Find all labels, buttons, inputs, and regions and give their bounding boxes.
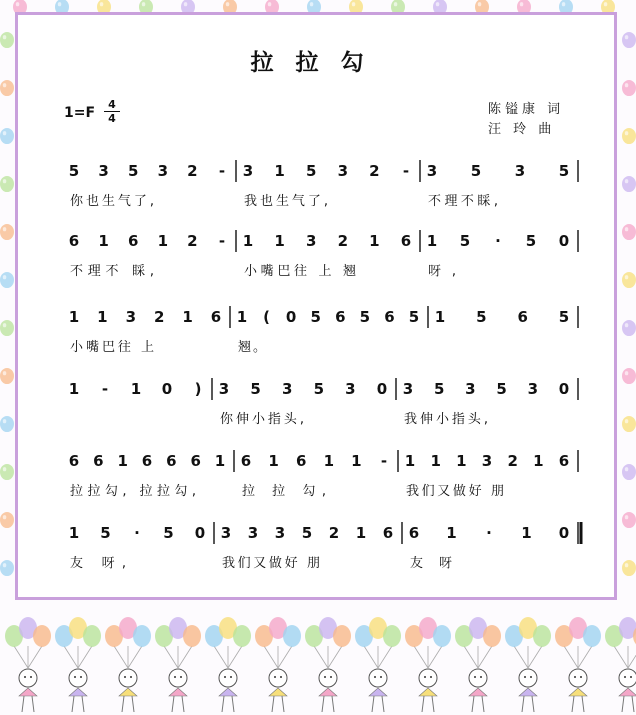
note-2-1-2: 1 bbox=[98, 232, 109, 250]
note-1-2-3: 5 bbox=[305, 162, 317, 180]
note-3-3-4: 5 bbox=[558, 308, 570, 326]
note-3-2-7: 6 bbox=[384, 308, 395, 326]
note-5-2-6: - bbox=[380, 452, 388, 470]
note-3-2-4: 5 bbox=[310, 308, 321, 326]
note-4-3-5: 3 bbox=[527, 380, 539, 398]
note-4-2-5: 3 bbox=[345, 380, 356, 398]
note-4-2-2: 5 bbox=[250, 380, 261, 398]
note-4-1-3: 1 bbox=[130, 380, 142, 398]
note-6-2-4: 5 bbox=[301, 524, 313, 542]
note-5-1-3: 1 bbox=[117, 452, 128, 470]
time-signature-bottom: 4 bbox=[108, 112, 116, 125]
note-2-2-6: 6 bbox=[400, 232, 412, 250]
note-5-2-2: 1 bbox=[268, 452, 279, 470]
lyric-5-1: 拉拉勾, 拉拉勾, bbox=[70, 484, 196, 499]
note-6-2-2: 3 bbox=[247, 524, 259, 542]
note-5-3-2: 1 bbox=[430, 452, 441, 470]
lyric-1-3: 不理不睬, bbox=[428, 194, 498, 209]
note-4-3-2: 5 bbox=[433, 380, 445, 398]
note-6-1-2: 5 bbox=[100, 524, 111, 542]
note-4-1-4: 0 bbox=[161, 380, 173, 398]
note-6-1-1: 1 bbox=[68, 524, 80, 542]
lyric-3-1: 小嘴巴往 上 bbox=[70, 340, 154, 355]
note-1-2-2: 1 bbox=[274, 162, 285, 180]
lyric-2-3: 呀, bbox=[428, 264, 456, 279]
time-signature-top: 4 bbox=[104, 98, 120, 112]
note-5-1-7: 1 bbox=[214, 452, 226, 470]
note-1-3-1: 3 bbox=[426, 162, 438, 180]
note-6-3-2: 1 bbox=[446, 524, 457, 542]
note-3-3-1: 1 bbox=[434, 308, 446, 326]
note-5-1-6: 6 bbox=[190, 452, 201, 470]
note-2-1-1: 6 bbox=[68, 232, 80, 250]
note-6-2-7: 6 bbox=[382, 524, 394, 542]
note-4-3-3: 3 bbox=[465, 380, 476, 398]
note-6-1-4: 5 bbox=[163, 524, 174, 542]
note-3-1-5: 1 bbox=[182, 308, 193, 326]
note-1-1-1: 5 bbox=[68, 162, 80, 180]
note-5-2-1: 6 bbox=[240, 452, 252, 470]
note-2-1-5: 2 bbox=[187, 232, 198, 250]
child-with-balloons-icon bbox=[105, 617, 151, 712]
lyric-2-1: 不理不 睬, bbox=[70, 264, 154, 279]
note-2-1-4: 1 bbox=[157, 232, 169, 250]
child-with-balloons-icon bbox=[255, 617, 301, 712]
key-signature: 1=F bbox=[64, 105, 96, 121]
note-5-3-6: 1 bbox=[533, 452, 544, 470]
note-3-2-8: 5 bbox=[408, 308, 420, 326]
note-3-2-1: 1 bbox=[236, 308, 248, 326]
note-1-3-4: 5 bbox=[558, 162, 570, 180]
note-2-1-6: - bbox=[218, 232, 226, 250]
composer-credit: 汪 玲 曲 bbox=[488, 122, 556, 137]
note-3-1-4: 2 bbox=[153, 308, 165, 326]
lyric-6-3: 友 呀 bbox=[410, 556, 452, 571]
child-with-balloons-icon bbox=[505, 617, 551, 712]
child-with-balloons-icon bbox=[55, 617, 101, 712]
lyric-6-2: 我们又做好 朋 bbox=[222, 556, 320, 571]
lyricist-credit: 陈镒康 词 bbox=[488, 102, 565, 117]
note-5-1-5: 6 bbox=[166, 452, 177, 470]
note-2-2-5: 1 bbox=[369, 232, 380, 250]
note-1-3-3: 3 bbox=[514, 162, 526, 180]
note-6-2-1: 3 bbox=[220, 524, 232, 542]
note-1-1-6: - bbox=[218, 162, 226, 180]
note-3-1-3: 3 bbox=[125, 308, 137, 326]
note-2-2-4: 2 bbox=[337, 232, 349, 250]
child-with-balloons-icon bbox=[355, 617, 401, 712]
note-6-3-4: 1 bbox=[521, 524, 532, 542]
note-2-3-3: · bbox=[495, 232, 501, 250]
child-with-balloons-icon bbox=[555, 617, 601, 712]
note-5-1-1: 6 bbox=[68, 452, 80, 470]
note-4-3-4: 5 bbox=[496, 380, 507, 398]
child-with-balloons-icon bbox=[205, 617, 251, 712]
note-4-3-6: 0 bbox=[558, 380, 570, 398]
note-1-1-5: 2 bbox=[187, 162, 198, 180]
note-4-1-5: ) bbox=[194, 380, 202, 398]
note-5-3-5: 2 bbox=[507, 452, 518, 470]
note-4-2-4: 5 bbox=[313, 380, 325, 398]
note-2-3-1: 1 bbox=[426, 232, 438, 250]
note-5-3-4: 3 bbox=[481, 452, 493, 470]
child-with-balloons-icon bbox=[155, 617, 201, 712]
note-1-3-2: 5 bbox=[470, 162, 482, 180]
child-with-balloons-icon bbox=[405, 617, 451, 712]
note-6-2-6: 1 bbox=[355, 524, 367, 542]
note-6-2-5: 2 bbox=[328, 524, 340, 542]
note-6-3-1: 6 bbox=[408, 524, 420, 542]
lyric-4-3: 我伸小指头, bbox=[404, 412, 488, 427]
note-2-2-2: 1 bbox=[274, 232, 285, 250]
note-3-3-3: 6 bbox=[517, 308, 528, 326]
lyric-1-2: 我也生气了, bbox=[244, 194, 328, 209]
note-4-2-3: 3 bbox=[281, 380, 293, 398]
note-2-2-1: 1 bbox=[242, 232, 254, 250]
note-1-2-1: 3 bbox=[242, 162, 254, 180]
note-4-1-1: 1 bbox=[68, 380, 80, 398]
note-6-1-3: · bbox=[134, 524, 140, 542]
note-5-1-4: 6 bbox=[141, 452, 153, 470]
note-1-2-5: 2 bbox=[369, 162, 380, 180]
note-5-3-3: 1 bbox=[456, 452, 467, 470]
note-3-2-6: 5 bbox=[359, 308, 371, 326]
lyric-4-2: 你伸小指头, bbox=[220, 412, 304, 427]
note-1-1-3: 5 bbox=[127, 162, 139, 180]
note-3-1-6: 6 bbox=[210, 308, 222, 326]
note-5-3-1: 1 bbox=[404, 452, 416, 470]
lyric-1-1: 你也生气了, bbox=[70, 194, 154, 209]
note-5-2-4: 1 bbox=[323, 452, 335, 470]
child-with-balloons-icon bbox=[5, 617, 51, 712]
note-5-2-3: 6 bbox=[295, 452, 307, 470]
child-with-balloons-icon bbox=[305, 617, 351, 712]
note-2-3-5: 0 bbox=[558, 232, 570, 250]
note-1-2-6: - bbox=[402, 162, 410, 180]
note-4-1-2: - bbox=[101, 380, 109, 398]
note-5-2-5: 1 bbox=[351, 452, 362, 470]
note-6-3-5: 0 bbox=[558, 524, 570, 542]
lyric-2-2: 小嘴巴往 上 翘 bbox=[244, 264, 356, 279]
lyric-5-3: 我们又做好 朋 bbox=[406, 484, 504, 499]
note-4-2-1: 3 bbox=[218, 380, 230, 398]
lyric-5-2: 拉 拉 勾, bbox=[242, 484, 326, 499]
note-1-1-2: 3 bbox=[98, 162, 109, 180]
song-title: 拉拉勾 bbox=[250, 49, 386, 76]
note-6-2-3: 3 bbox=[274, 524, 286, 542]
note-3-2-5: 6 bbox=[335, 308, 346, 326]
note-5-1-2: 6 bbox=[93, 452, 104, 470]
note-4-3-1: 3 bbox=[402, 380, 414, 398]
note-3-1-1: 1 bbox=[68, 308, 80, 326]
note-4-2-6: 0 bbox=[376, 380, 388, 398]
note-2-1-3: 6 bbox=[127, 232, 139, 250]
note-6-3-3: · bbox=[486, 524, 492, 542]
note-2-3-2: 5 bbox=[459, 232, 471, 250]
note-3-2-2: ( bbox=[263, 308, 271, 326]
lyric-6-1: 友 呀, bbox=[70, 556, 126, 571]
note-3-3-2: 5 bbox=[476, 308, 487, 326]
note-5-3-7: 6 bbox=[558, 452, 570, 470]
note-2-2-3: 3 bbox=[305, 232, 317, 250]
note-2-3-4: 5 bbox=[525, 232, 537, 250]
note-1-2-4: 3 bbox=[337, 162, 349, 180]
note-1-1-4: 3 bbox=[157, 162, 169, 180]
child-with-balloons-icon bbox=[605, 617, 636, 712]
note-3-2-3: 0 bbox=[285, 308, 297, 326]
child-with-balloons-icon bbox=[455, 617, 501, 712]
note-3-1-2: 1 bbox=[97, 308, 108, 326]
lyric-3-2: 翘。 bbox=[238, 340, 266, 355]
note-6-1-5: 0 bbox=[194, 524, 206, 542]
